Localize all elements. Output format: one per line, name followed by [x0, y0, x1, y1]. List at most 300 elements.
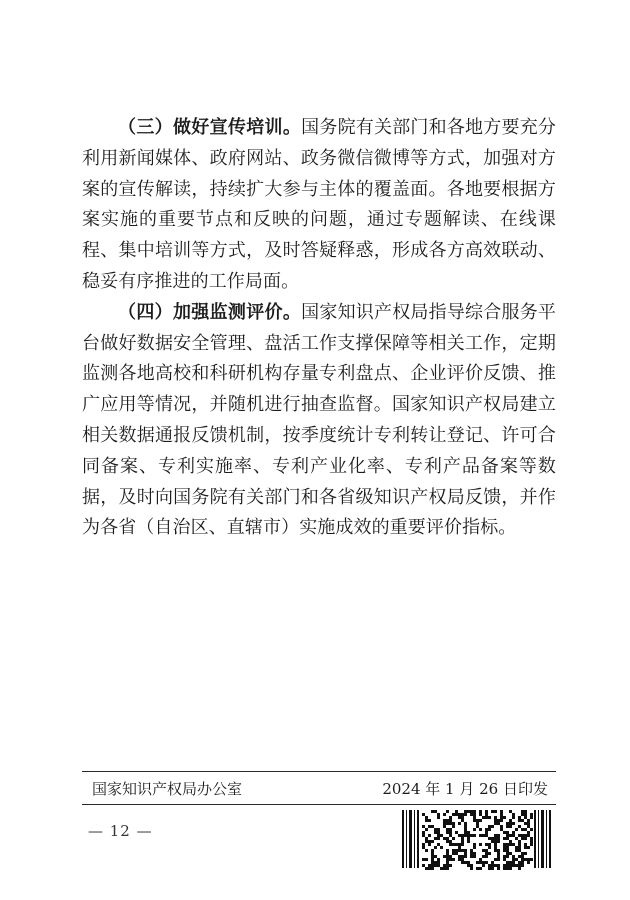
- barcode-module: [428, 843, 431, 846]
- barcode-module: [491, 867, 494, 870]
- barcode-module: [524, 843, 527, 846]
- barcode-module: [488, 846, 491, 849]
- barcode-module: [446, 810, 449, 813]
- barcode-module: [464, 852, 467, 855]
- barcode-guard-bar: [409, 810, 412, 868]
- page-number: — 12 —: [88, 822, 153, 840]
- barcode-module: [437, 828, 440, 831]
- barcode-module: [527, 819, 530, 822]
- barcode-module: [434, 828, 437, 831]
- paragraph-heading: （三）做好宣传培训。: [118, 117, 302, 138]
- barcode-module: [467, 831, 470, 834]
- barcode-module: [467, 837, 470, 840]
- barcode-module: [509, 840, 512, 843]
- barcode-module: [482, 834, 485, 837]
- barcode-module: [461, 861, 464, 864]
- barcode-module: [512, 834, 515, 837]
- barcode-module: [443, 822, 446, 825]
- barcode-module: [488, 852, 491, 855]
- barcode-module: [425, 816, 428, 819]
- barcode-module: [488, 867, 491, 870]
- barcode-module: [464, 834, 467, 837]
- barcode-module: [467, 810, 470, 813]
- barcode-module: [437, 858, 440, 861]
- barcode-module: [428, 825, 431, 828]
- barcode-module: [518, 867, 521, 870]
- barcode-module: [521, 828, 524, 831]
- barcode-guard-bar: [406, 810, 407, 868]
- barcode-guard-bar: [534, 810, 536, 868]
- barcode-module: [455, 843, 458, 846]
- barcode-module: [473, 828, 476, 831]
- barcode-module: [497, 858, 500, 861]
- barcode-module: [449, 843, 452, 846]
- barcode-module: [485, 861, 488, 864]
- barcode-module: [518, 819, 521, 822]
- paragraph-publicity-training: [82, 113, 556, 298]
- barcode-module: [524, 858, 527, 861]
- barcode-module: [446, 861, 449, 864]
- barcode-module: [524, 828, 527, 831]
- barcode-module: [482, 855, 485, 858]
- barcode-module: [497, 849, 500, 852]
- barcode-module: [452, 837, 455, 840]
- barcode-stamp: [400, 808, 552, 870]
- barcode-module: [482, 864, 485, 867]
- barcode-module: [524, 822, 527, 825]
- barcode-module: [512, 831, 515, 834]
- barcode-module: [476, 825, 479, 828]
- barcode-module: [527, 858, 530, 861]
- barcode-module: [452, 858, 455, 861]
- barcode-module: [434, 855, 437, 858]
- barcode-module: [506, 846, 509, 849]
- barcode-module: [512, 813, 515, 816]
- barcode-module: [464, 825, 467, 828]
- barcode-module: [443, 837, 446, 840]
- barcode-module: [476, 822, 479, 825]
- barcode-module: [434, 861, 437, 864]
- barcode-module: [515, 837, 518, 840]
- barcode-module: [431, 852, 434, 855]
- barcode-module: [521, 855, 524, 858]
- barcode-module: [452, 849, 455, 852]
- barcode-module: [488, 864, 491, 867]
- barcode-module: [470, 849, 473, 852]
- barcode-module: [461, 816, 464, 819]
- barcode-module: [485, 816, 488, 819]
- barcode-module: [443, 864, 446, 867]
- barcode-module: [479, 810, 482, 813]
- barcode-module: [473, 819, 476, 822]
- barcode-module: [509, 825, 512, 828]
- barcode-module: [503, 849, 506, 852]
- barcode-module: [524, 813, 527, 816]
- barcode-module: [491, 864, 494, 867]
- barcode-guard-bar: [417, 810, 419, 868]
- barcode-module: [479, 861, 482, 864]
- barcode-module: [467, 834, 470, 837]
- barcode-module: [452, 825, 455, 828]
- barcode-module: [428, 867, 431, 870]
- barcode-module: [500, 819, 503, 822]
- barcode-module: [473, 843, 476, 846]
- barcode-module: [518, 846, 521, 849]
- barcode-module: [497, 852, 500, 855]
- barcode-module: [509, 819, 512, 822]
- barcode-module: [503, 855, 506, 858]
- barcode-module: [449, 864, 452, 867]
- barcode-module: [458, 843, 461, 846]
- barcode-module: [524, 810, 527, 813]
- barcode-module: [431, 864, 434, 867]
- barcode-module: [446, 864, 449, 867]
- barcode-module: [470, 867, 473, 870]
- barcode-module: [530, 858, 533, 861]
- paragraph-heading: （四）加强监测评价。: [118, 301, 302, 323]
- barcode-module: [461, 840, 464, 843]
- barcode-module: [521, 858, 524, 861]
- barcode-module: [521, 834, 524, 837]
- barcode-module: [512, 864, 515, 867]
- barcode-module: [446, 828, 449, 831]
- barcode-module: [488, 837, 491, 840]
- barcode-module: [449, 834, 452, 837]
- barcode-module: [467, 861, 470, 864]
- barcode-module: [512, 855, 515, 858]
- barcode-module: [485, 852, 488, 855]
- barcode-module: [446, 858, 449, 861]
- barcode-module: [530, 813, 533, 816]
- barcode-module: [434, 846, 437, 849]
- barcode-module: [479, 843, 482, 846]
- barcode-module: [464, 849, 467, 852]
- barcode-module: [512, 822, 515, 825]
- barcode-module: [422, 834, 425, 837]
- barcode-module: [443, 813, 446, 816]
- barcode-module: [449, 831, 452, 834]
- barcode-module: [449, 819, 452, 822]
- barcode-module: [497, 834, 500, 837]
- barcode-module: [515, 864, 518, 867]
- barcode-module: [509, 852, 512, 855]
- barcode-module: [449, 858, 452, 861]
- barcode-module: [485, 828, 488, 831]
- barcode-module: [518, 849, 521, 852]
- barcode-module: [479, 858, 482, 861]
- barcode-module: [497, 837, 500, 840]
- issuing-office: 国家知识产权局办公室: [92, 780, 243, 798]
- barcode-module: [509, 864, 512, 867]
- barcode-module: [431, 840, 434, 843]
- barcode-module: [524, 834, 527, 837]
- barcode-graphic: [400, 808, 552, 870]
- barcode-module: [509, 843, 512, 846]
- barcode-module: [506, 867, 509, 870]
- barcode-module: [515, 849, 518, 852]
- barcode-module: [506, 843, 509, 846]
- barcode-module: [479, 819, 482, 822]
- barcode-module: [455, 852, 458, 855]
- barcode-module: [446, 855, 449, 858]
- barcode-module: [473, 810, 476, 813]
- barcode-guard-bar: [549, 810, 551, 868]
- barcode-module: [437, 813, 440, 816]
- barcode-module: [461, 813, 464, 816]
- barcode-module: [488, 816, 491, 819]
- barcode-module: [425, 858, 428, 861]
- barcode-module: [458, 858, 461, 861]
- barcode-module: [446, 852, 449, 855]
- barcode-module: [518, 816, 521, 819]
- barcode-module: [431, 825, 434, 828]
- barcode-module: [509, 861, 512, 864]
- barcode-module: [437, 843, 440, 846]
- barcode-module: [431, 855, 434, 858]
- barcode-module: [491, 837, 494, 840]
- barcode-module: [506, 849, 509, 852]
- barcode-module: [470, 864, 473, 867]
- barcode-module: [509, 810, 512, 813]
- barcode-module: [497, 867, 500, 870]
- barcode-module: [446, 831, 449, 834]
- barcode-module: [422, 843, 425, 846]
- barcode-module: [509, 834, 512, 837]
- barcode-module: [422, 831, 425, 834]
- barcode-module: [506, 831, 509, 834]
- barcode-module: [530, 816, 533, 819]
- barcode-module: [527, 834, 530, 837]
- barcode-module: [437, 831, 440, 834]
- barcode-module: [464, 822, 467, 825]
- barcode-module: [503, 831, 506, 834]
- barcode-module: [530, 837, 533, 840]
- barcode-module: [518, 834, 521, 837]
- barcode-guard-bar: [414, 810, 415, 868]
- barcode-module: [440, 867, 443, 870]
- barcode-module: [434, 810, 437, 813]
- barcode-module: [518, 840, 521, 843]
- barcode-module: [464, 813, 467, 816]
- barcode-module: [509, 867, 512, 870]
- barcode-module: [479, 828, 482, 831]
- barcode-module: [425, 840, 428, 843]
- barcode-module: [446, 837, 449, 840]
- barcode-module: [527, 831, 530, 834]
- barcode-module: [449, 840, 452, 843]
- barcode-module: [506, 822, 509, 825]
- barcode-module: [458, 834, 461, 837]
- barcode-module: [530, 843, 533, 846]
- barcode-module: [524, 837, 527, 840]
- barcode-module: [422, 813, 425, 816]
- barcode-module: [518, 855, 521, 858]
- barcode-module: [479, 834, 482, 837]
- barcode-module: [452, 852, 455, 855]
- barcode-module: [449, 822, 452, 825]
- barcode-module: [455, 831, 458, 834]
- barcode-module: [428, 840, 431, 843]
- barcode-module: [431, 858, 434, 861]
- barcode-module: [458, 849, 461, 852]
- barcode-module: [494, 840, 497, 843]
- barcode-module: [497, 855, 500, 858]
- barcode-module: [434, 837, 437, 840]
- barcode-module: [512, 858, 515, 861]
- barcode-guard-bar: [541, 810, 544, 868]
- barcode-module: [482, 849, 485, 852]
- barcode-module: [479, 867, 482, 870]
- barcode-module: [458, 846, 461, 849]
- paragraph-monitoring-evaluation: [82, 298, 556, 544]
- barcode-module: [479, 813, 482, 816]
- barcode-module: [446, 840, 449, 843]
- barcode-module: [434, 864, 437, 867]
- barcode-module: [527, 861, 530, 864]
- barcode-module: [464, 861, 467, 864]
- barcode-module: [494, 810, 497, 813]
- barcode-module: [521, 861, 524, 864]
- barcode-module: [449, 816, 452, 819]
- barcode-module: [446, 849, 449, 852]
- barcode-module: [437, 837, 440, 840]
- barcode-module: [503, 837, 506, 840]
- barcode-module: [452, 822, 455, 825]
- barcode-module: [506, 861, 509, 864]
- barcode-module: [521, 837, 524, 840]
- barcode-module: [527, 822, 530, 825]
- barcode-module: [497, 822, 500, 825]
- barcode-module: [494, 849, 497, 852]
- barcode-module: [455, 849, 458, 852]
- barcode-module: [503, 858, 506, 861]
- barcode-module: [431, 810, 434, 813]
- barcode-module: [494, 843, 497, 846]
- barcode-module: [524, 816, 527, 819]
- barcode-module: [506, 837, 509, 840]
- barcode-module: [446, 867, 449, 870]
- barcode-module: [506, 834, 509, 837]
- barcode-module: [524, 852, 527, 855]
- barcode-module: [470, 855, 473, 858]
- barcode-module: [455, 810, 458, 813]
- barcode-module: [443, 819, 446, 822]
- barcode-module: [440, 846, 443, 849]
- barcode-guard-bar: [402, 810, 404, 868]
- barcode-module: [476, 861, 479, 864]
- barcode-module: [488, 843, 491, 846]
- barcode-module: [521, 819, 524, 822]
- barcode-module: [425, 849, 428, 852]
- barcode-module: [485, 855, 488, 858]
- barcode-module: [524, 846, 527, 849]
- barcode-module: [431, 867, 434, 870]
- barcode-module: [467, 840, 470, 843]
- barcode-module: [515, 858, 518, 861]
- footer-row: [82, 776, 556, 802]
- barcode-module: [461, 819, 464, 822]
- barcode-module: [485, 843, 488, 846]
- barcode-module: [458, 816, 461, 819]
- barcode-module: [512, 816, 515, 819]
- barcode-guard-bar: [538, 810, 539, 868]
- barcode-module: [491, 861, 494, 864]
- barcode-module: [449, 855, 452, 858]
- paragraph-body: 国家知识产权局指导综合服务平台做好数据安全管理、盘活工作支撑保障等相关工作，定期监测各地高校和科研机构存量专利盘点、企业评价反馈、推广应用等情况，并随机进行抽查监督。国家知识产权局建立相关数据通报反馈机制，按季度统计专利转让登记、许可合同备案、专利实施率、专利产业化率、专利产品备案等数据，及时向国务院有关部门和各省级知识产权局反馈，并作为各省（自治区、直辖市）实施成效的重要评价指标。: [82, 301, 557, 539]
- barcode-module: [461, 834, 464, 837]
- barcode-module: [467, 864, 470, 867]
- barcode-module: [488, 825, 491, 828]
- barcode-module: [473, 834, 476, 837]
- barcode-module: [506, 864, 509, 867]
- barcode-module: [428, 864, 431, 867]
- barcode-module: [422, 846, 425, 849]
- barcode-module: [512, 843, 515, 846]
- barcode-module: [503, 816, 506, 819]
- barcode-module: [464, 828, 467, 831]
- barcode-module: [518, 861, 521, 864]
- barcode-module: [428, 834, 431, 837]
- barcode-module: [515, 828, 518, 831]
- barcode-module: [518, 864, 521, 867]
- barcode-module: [518, 843, 521, 846]
- barcode-module: [491, 825, 494, 828]
- barcode-module: [437, 834, 440, 837]
- barcode-module: [473, 813, 476, 816]
- barcode-module: [461, 843, 464, 846]
- barcode-module: [494, 816, 497, 819]
- barcode-module: [521, 810, 524, 813]
- barcode-module: [488, 828, 491, 831]
- barcode-module: [482, 861, 485, 864]
- barcode-module: [521, 864, 524, 867]
- barcode-module: [503, 843, 506, 846]
- barcode-module: [509, 822, 512, 825]
- barcode-module: [446, 819, 449, 822]
- barcode-module: [446, 822, 449, 825]
- barcode-module: [461, 849, 464, 852]
- barcode-module: [452, 843, 455, 846]
- barcode-module: [458, 822, 461, 825]
- barcode-module: [455, 813, 458, 816]
- barcode-module: [443, 867, 446, 870]
- barcode-module: [497, 864, 500, 867]
- barcode-module: [527, 846, 530, 849]
- barcode-module: [500, 816, 503, 819]
- barcode-module: [482, 816, 485, 819]
- barcode-module: [437, 816, 440, 819]
- barcode-module: [506, 855, 509, 858]
- barcode-module: [485, 834, 488, 837]
- barcode-module: [428, 819, 431, 822]
- barcode-module: [530, 840, 533, 843]
- barcode-module: [491, 810, 494, 813]
- print-date: 2024 年 1 月 26 日印发: [382, 780, 548, 798]
- barcode-module: [476, 867, 479, 870]
- barcode-module: [515, 846, 518, 849]
- barcode-module: [485, 831, 488, 834]
- barcode-module: [494, 822, 497, 825]
- barcode-module: [431, 849, 434, 852]
- barcode-module: [464, 831, 467, 834]
- footer-top-rule: [82, 771, 556, 772]
- barcode-module: [452, 813, 455, 816]
- barcode-module: [470, 810, 473, 813]
- barcode-module: [494, 837, 497, 840]
- barcode-module: [485, 813, 488, 816]
- barcode-module: [494, 834, 497, 837]
- barcode-module: [461, 837, 464, 840]
